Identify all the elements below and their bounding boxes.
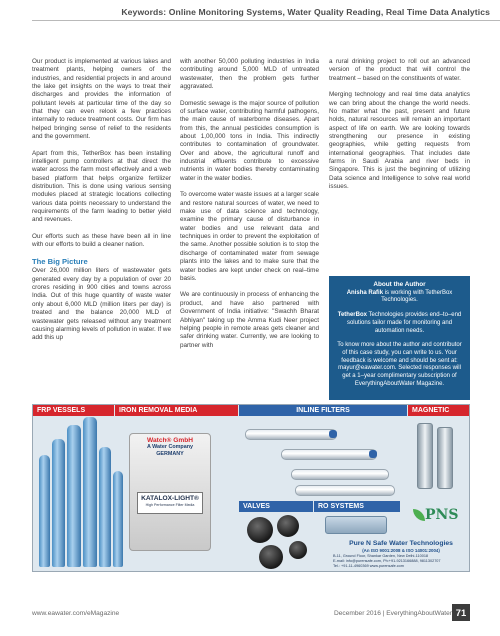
frp-vessel-image: [52, 439, 65, 567]
frp-vessel-image: [39, 455, 50, 567]
frp-vessel-image: [113, 471, 123, 567]
inline-filter-image: [295, 485, 395, 496]
col1-paragraph-1: Our product is implemented at various lakes and treatment plants, helping owners of the industries, and residential projects in and around the lake get insights on the ways to treat their discharges and provides the information of pollutant levels at particular time of the day so that they can even relook a few practices internally to reduce treatment costs. Our firm has helped bringing sense of relief to the residents and the government.: [32, 58, 171, 141]
valve-image: [277, 515, 299, 537]
column-2: [180, 58, 319, 358]
pns-logo: PNS: [425, 507, 459, 523]
ro-systems-label: RO SYSTEMS: [314, 501, 400, 512]
advertisement-panel[interactable]: [32, 404, 470, 572]
col2-paragraph-1: with another 50,000 polluting industries in India contributing around 5,000 MLD of untreated wastewater, then the problem gets further aggravated.: [180, 58, 319, 91]
inline-filters-label: INLINE FILTERS: [239, 405, 407, 416]
section-heading-big-picture: The Big Picture: [32, 257, 88, 267]
about-author-box: [329, 276, 470, 400]
company-address: B-11, Ground Floor, Shankar Garden, New Delhi-110018: [333, 553, 429, 558]
col3-paragraph-2: Merging technology and real time data analytics we can bring about the change the world needs. No matter what the past, present and future holds, natural resources will remain an important aspect of life on earth. We are looking towards strengthening our presence in existing geographies, while getting requests from international geographies. That includes date farms in Saudi Arabia and river beds in Singapore. This is just the beginning of utilizing Data science and Intelligence to solve real world issues.: [329, 91, 470, 191]
valves-label: VALVES: [239, 501, 313, 512]
about-author-title: About the Author: [373, 281, 426, 288]
author-role: is working with TetherBox Technologies.: [381, 289, 453, 304]
company-email: E-mail: info@purensafe.com, Ph:+91-9213166888, 9811302707: [333, 558, 441, 563]
magnetic-label: MAGNETIC: [408, 405, 470, 416]
col1-paragraph-2: Apart from this, TetherBox has been installing intelligent pump controllers at that direct the water across the farm most effectively and a web based platform that helps organize fertilizer distribution. This is done using various sensing modules placed at strategic locations collecting various data points necessary to understand the requirements of the farm leading to better yield and revenues.: [32, 149, 171, 224]
col1-paragraph-4: Over 26,000 million liters of wastewater gets generated every day by a population of over 20 crores residing in 900 cities and towns across India. Out of this huge quantity of waste water only about 6,000 MLD (million liters per day) is treated and the balance 20,000 MLD of wastewater gets released without any treatment causing alarming levels of pollution in water. If we add this up: [32, 267, 171, 342]
footer-website-link[interactable]: www.eawater.com/eMagazine: [32, 610, 120, 617]
col2-paragraph-4: We are continuously in process of enhancing the product, and have also partnered with Government of India initiative: "Swachh Bharat Abhiyan" taking up the Amma Kudi Neer project helping people in remote areas gets cleaner and safer drinking water. Currently, we are looking to partner with: [180, 291, 319, 349]
col1-paragraph-3: Our efforts such as these have been all in line with our efforts to build a cleaner nation.: [32, 233, 171, 249]
inline-filter-image: [245, 429, 337, 440]
iron-removal-label: IRON REMOVAL MEDIA: [115, 405, 238, 416]
katalox-media-bag: [129, 433, 211, 551]
inline-filter-image: [291, 469, 389, 480]
company-name: TetherBox: [337, 312, 367, 319]
page-number: 71: [452, 604, 470, 621]
magnetic-conditioner-image: [437, 427, 453, 489]
header-rule: [32, 5, 500, 21]
company-certification: (An ISO 9001:2008 & ISO 14001:2004): [362, 548, 440, 553]
inline-filter-image: [281, 449, 377, 460]
frp-vessel-image: [83, 417, 97, 567]
valve-image: [247, 517, 273, 543]
keywords-header: Keywords: Online Monitoring Systems, Water Quality Reading, Real Time Data Analytics: [121, 7, 490, 17]
author-name: Anisha Rafik: [346, 289, 384, 296]
katalox-label: KATALOX-LIGHT® High Performance Filter Media: [137, 492, 203, 514]
filter-cap: [329, 430, 337, 438]
frp-vessels-label: FRP VESSELS: [33, 405, 114, 416]
valve-image: [289, 541, 307, 559]
col2-paragraph-3: To overcome water waste issues at a larger scale and restore natural sources of water, we need to make use of data science and technology, examine the primary cause of disturbance in water bodies and use relevant data and techniques in order to prevent the exploitation of the same. Another possible solution is to stop the discharge of contaminated water from sewage plants into the lakes and to make sure that the water bodies are kept under check on real–time basis.: [180, 191, 319, 282]
company-telephone: Tel.: +91-11-4960369 www.purensafe.com: [333, 563, 404, 568]
frp-vessel-image: [99, 447, 111, 567]
company-description: Technologies provides end–to–end solutions tailor made for monitoring and automation needs.: [346, 312, 462, 334]
company-name-ad: Pure N Safe Water Technologies: [349, 540, 453, 547]
magnetic-conditioner-image: [417, 423, 433, 489]
footer-issue: December 2016 | EverythingAboutWater: [333, 610, 452, 617]
col3-paragraph-1: a rural drinking project to roll out an advanced version of the product that will control the treatment – based on the constituents of water.: [329, 58, 470, 82]
ro-system-image: [325, 516, 387, 534]
frp-vessel-image: [67, 425, 81, 567]
contact-note: To know more about the author and contributor of this case study, you can write to us. Your feedback is welcome and should be sent at: mayur@eawater.com. Selected responses will get a 1–year complimentary subscription of EverythingAboutWater Magazine.: [337, 342, 462, 387]
watch-gmbh-logo: Watch® GmbH A Water Company GERMANY: [146, 437, 194, 457]
col2-paragraph-2: Domestic sewage is the major source of pollution of surface water, contributing harmful pathogens, the main cause of waterborne diseases. Apart from this, the annual pesticides consumption is about 1,00,000 tons in India. This indirectly contributes to contamination of groundwater. Over and above, the agricultural runoff and industrial effluents contribute to excessive nutrients in water bodies thereby contaminating water in the water bodies.: [180, 99, 319, 182]
filter-cap: [369, 450, 377, 458]
valve-image: [259, 545, 283, 569]
leaf-icon: [413, 509, 425, 521]
column-3: [329, 58, 470, 200]
column-1: [32, 58, 171, 351]
company-contact-block: [333, 540, 469, 569]
